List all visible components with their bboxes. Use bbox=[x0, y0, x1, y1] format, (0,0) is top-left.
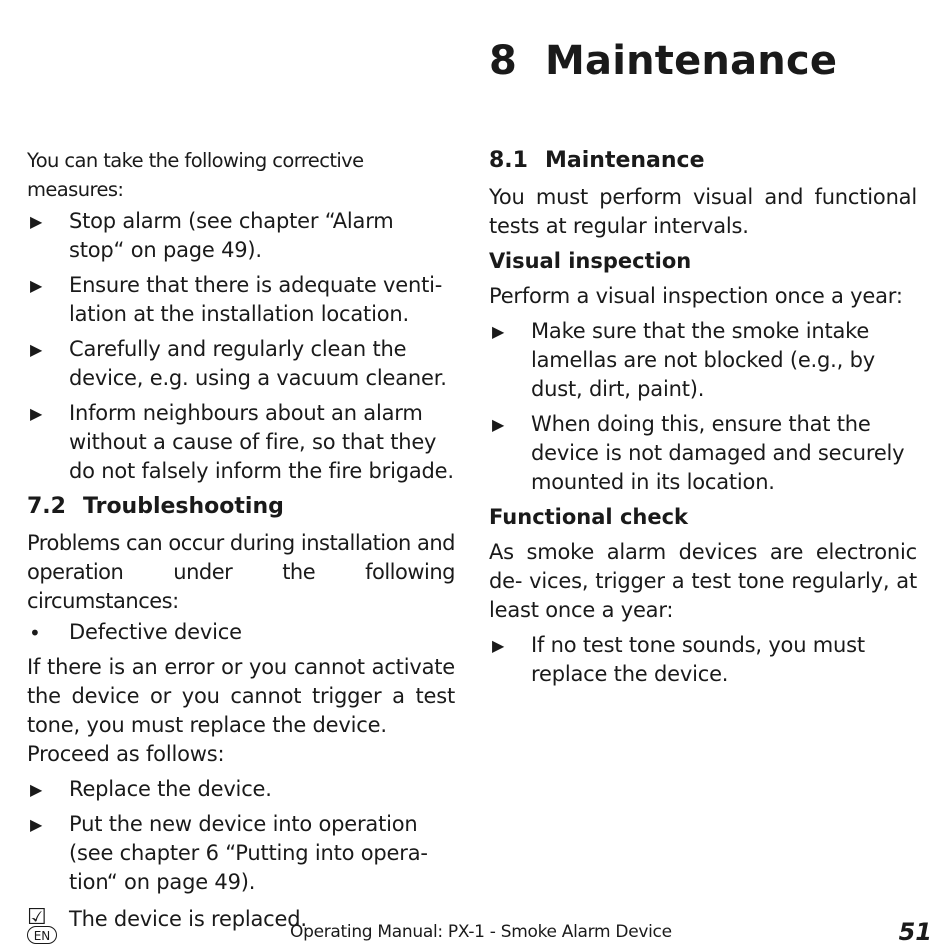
list-item: ▶ Put the new device into operation (see chapter 6 “Putting into opera- tion“ on page 49). bbox=[30, 812, 428, 894]
triangle-right-icon: ▶ bbox=[492, 322, 505, 341]
chapter-number: 8 bbox=[489, 38, 518, 84]
language-badge: EN bbox=[27, 926, 57, 944]
list-item: • Defective device bbox=[29, 620, 242, 645]
page-number: 51 bbox=[898, 918, 932, 946]
triangle-right-icon: ▶ bbox=[492, 415, 505, 434]
error-text: If there is an error or you cannot activate the device or you cannot trigger a test tone, you must replace the device. bbox=[27, 655, 455, 737]
visual-inspection-text: Perform a visual inspection once a year: bbox=[489, 284, 903, 308]
corrective-measures-list bbox=[27, 207, 455, 486]
triangle-right-icon: ▶ bbox=[30, 404, 43, 423]
bullet-dot-icon: • bbox=[29, 621, 41, 645]
list-item: ▶ If no test tone sounds, you must replace the device. bbox=[492, 633, 865, 686]
list-item: ▶ When doing this, ensure that the device is not damaged and securely mounted in its location. bbox=[492, 412, 905, 494]
list-item: ▶ Ensure that there is adequate venti- lation at the installation location. bbox=[30, 273, 443, 326]
footer-title: Operating Manual: PX-1 - Smoke Alarm Device bbox=[290, 922, 672, 942]
circumstances-list bbox=[27, 618, 455, 647]
proceed-text: Proceed as follows: bbox=[27, 742, 225, 766]
chapter-name: Maintenance bbox=[545, 38, 838, 84]
triangle-right-icon: ▶ bbox=[30, 212, 43, 231]
triangle-right-icon: ▶ bbox=[30, 815, 43, 834]
page-footer bbox=[0, 918, 950, 948]
functional-check-heading: Functional check bbox=[489, 505, 688, 529]
corrective-intro: You can take the following corrective measures: bbox=[27, 149, 364, 201]
list-item: ▶ Make sure that the smoke intake lamellas are not blocked (e.g., by dust, dirt, paint). bbox=[492, 319, 875, 401]
visual-inspection-list bbox=[489, 317, 917, 497]
triangle-right-icon: ▶ bbox=[492, 636, 505, 655]
triangle-right-icon: ▶ bbox=[30, 276, 43, 295]
list-item: ▶ Inform neighbours about an alarm without a cause of fire, so that they do not falsely inform the fire brigade. bbox=[30, 401, 454, 483]
functional-check-list bbox=[489, 631, 917, 689]
result-item: ☑ The device is replaced. bbox=[27, 905, 307, 931]
visual-inspection-heading: Visual inspection bbox=[489, 249, 692, 273]
list-item: ▶ Replace the device. bbox=[30, 777, 272, 801]
maintenance-intro: You must perform visual and functional tests at regular intervals. bbox=[489, 185, 917, 238]
triangle-right-icon: ▶ bbox=[30, 340, 43, 359]
checkbox-icon: ☑ bbox=[27, 905, 47, 930]
functional-check-text: As smoke alarm devices are electronic de- vices, trigger a test tone regularly, at least once a year: bbox=[489, 540, 917, 622]
section-heading-troubleshooting: 7.2 Troubleshooting bbox=[27, 494, 284, 519]
right-column bbox=[489, 146, 917, 695]
section-heading-maintenance: 8.1 Maintenance bbox=[489, 148, 705, 173]
chapter-title bbox=[489, 38, 837, 84]
problems-text: Problems can occur during installation and operation under the following circumstances: bbox=[27, 531, 455, 613]
left-column bbox=[27, 146, 455, 940]
list-item: ▶ Stop alarm (see chapter “Alarm stop“ on page 49). bbox=[30, 209, 394, 262]
replacement-steps-list bbox=[27, 775, 455, 934]
list-item: ▶ Carefully and regularly clean the device, e.g. using a vacuum cleaner. bbox=[30, 337, 447, 390]
triangle-right-icon: ▶ bbox=[30, 780, 43, 799]
